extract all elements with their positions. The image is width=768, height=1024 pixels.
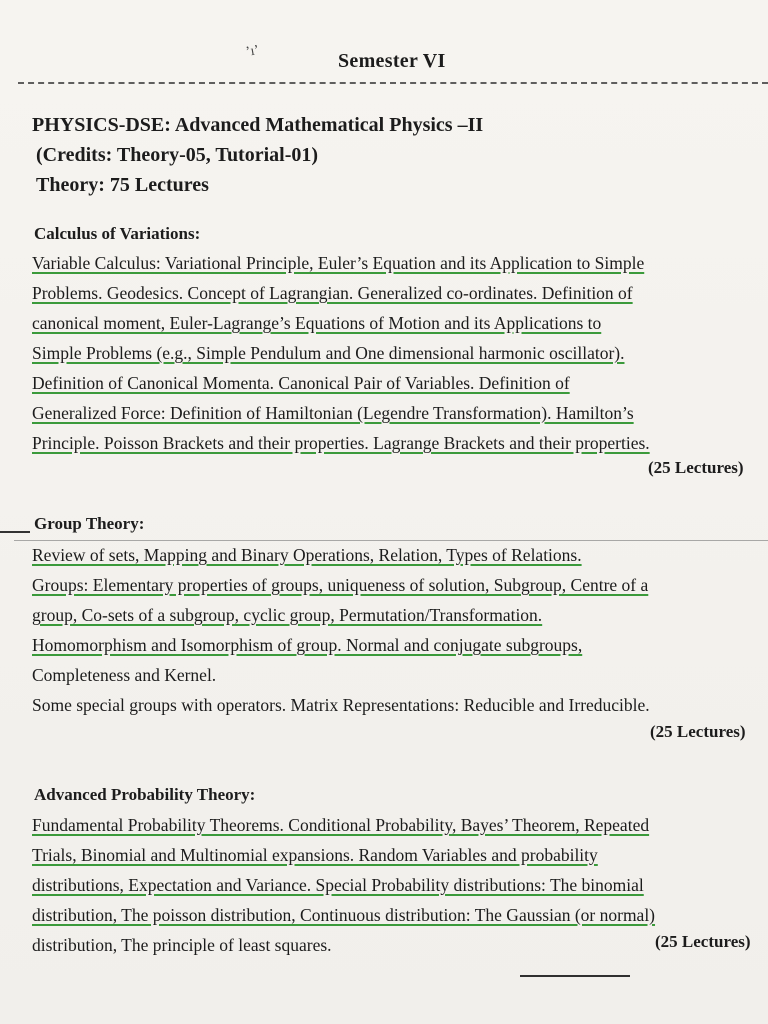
- section-body-calculus-of-variations: [32, 248, 760, 458]
- margin-dash: [0, 531, 30, 533]
- body-line: Trials, Binomial and Multinomial expansions. Random Variables and probability: [32, 845, 598, 865]
- body-line: canonical moment, Euler-Lagrange’s Equations of Motion and its Applications to: [32, 313, 602, 333]
- section-heading-group-theory: Group Theory:: [34, 514, 145, 533]
- body-line: Problems. Geodesics. Concept of Lagrangian. Generalized co-ordinates. Definition of: [32, 283, 633, 303]
- body-line: distributions, Expectation and Variance. Special Probability distributions: The binomial: [32, 875, 644, 895]
- section-heading-calculus-of-variations: Calculus of Variations:: [34, 224, 201, 243]
- body-line: distribution, The poisson distribution, Continuous distribution: The Gaussian (or normal): [32, 905, 656, 925]
- header-divider: [18, 82, 768, 84]
- body-line: Review of sets, Mapping and Binary Operations, Relation, Types of Relations.: [32, 545, 582, 565]
- body-line: Groups: Elementary properties of groups, uniqueness of solution, Subgroup, Centre of a: [32, 575, 649, 595]
- lectures-count-probability: (25 Lectures): [655, 932, 751, 951]
- body-line: Homomorphism and Isomorphism of group. Normal and conjugate subgroups,: [32, 635, 583, 655]
- body-line: Completeness and Kernel.: [32, 665, 217, 685]
- pen-scribble-mark: ʼıʼ: [244, 42, 261, 61]
- body-line: Simple Problems (e.g., Simple Pendulum and One dimensional harmonic oscillator).: [32, 343, 625, 363]
- body-line: Generalized Force: Definition of Hamiltonian (Legendre Transformation). Hamilton’s: [32, 403, 634, 423]
- semester-heading: Semester VI: [338, 50, 446, 72]
- section-body-group-theory: [32, 540, 760, 720]
- body-line: Definition of Canonical Momenta. Canonical Pair of Variables. Definition of: [32, 373, 570, 393]
- pen-stroke-bottom: [520, 975, 630, 977]
- course-credits: (Credits: Theory-05, Tutorial-01): [36, 144, 319, 166]
- body-line: Variable Calculus: Variational Principle, Euler’s Equation and its Application to Simple: [32, 253, 645, 273]
- body-line: Fundamental Probability Theorems. Conditional Probability, Bayes’ Theorem, Repeated: [32, 815, 650, 835]
- body-line: Principle. Poisson Brackets and their properties. Lagrange Brackets and their properties.: [32, 433, 650, 453]
- section-body-advanced-probability: [32, 810, 760, 960]
- body-line: Some special groups with operators. Matrix Representations: Reducible and Irreducible.: [32, 695, 650, 715]
- course-theory-lectures: Theory: 75 Lectures: [36, 174, 209, 196]
- body-line: group, Co-sets of a subgroup, cyclic group, Permutation/Transformation.: [32, 605, 543, 625]
- section-heading-advanced-probability: Advanced Probability Theory:: [34, 785, 256, 804]
- body-line: distribution, The principle of least squares.: [32, 935, 332, 955]
- lectures-count-calculus: (25 Lectures): [648, 458, 744, 477]
- lectures-count-group-theory: (25 Lectures): [650, 722, 746, 741]
- course-title-block: [32, 110, 483, 200]
- course-title: PHYSICS-DSE: Advanced Mathematical Physics –II: [32, 114, 484, 136]
